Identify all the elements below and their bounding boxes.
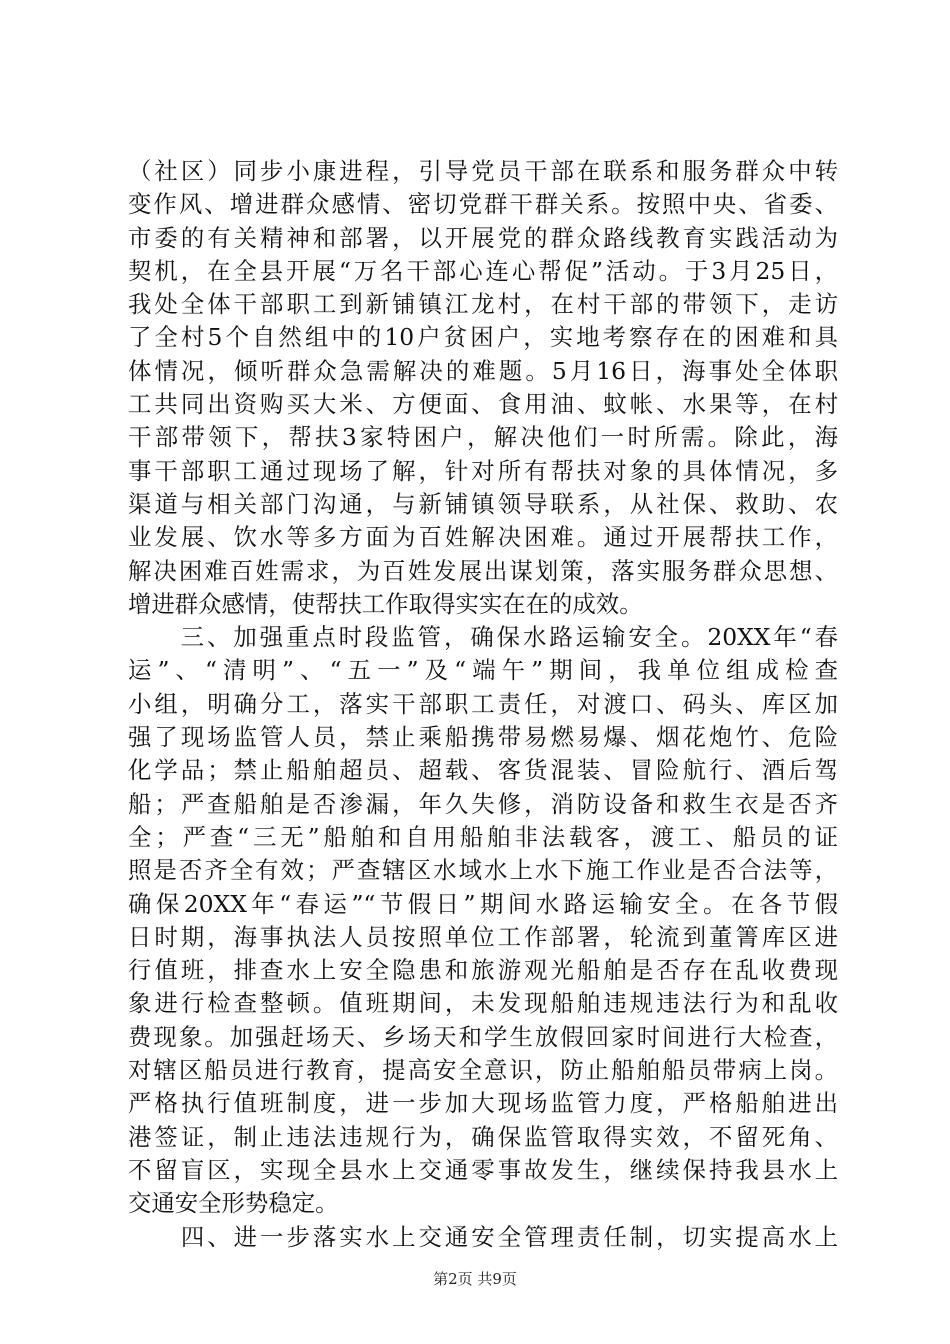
text-line: （社区）同步小康进程，引导党员干部在联系和服务群众中转 bbox=[128, 157, 838, 185]
text-line: 干部带领下，帮扶3家特困户，解决他们一时所需。除此，海 bbox=[128, 423, 838, 452]
text-line: 四、进一步落实水上交通安全管理责任制，切实提高水上 bbox=[128, 1222, 838, 1251]
text-line: 渠道与相关部门沟通，与新铺镇领导联系，从社保、救助、农 bbox=[128, 489, 838, 518]
text-line: 对辖区船员进行教育，提高安全意识，防止船舶船员带病上岗。 bbox=[128, 1056, 838, 1085]
text-line: 事干部职工通过现场了解，针对所有帮扶对象的具体情况，多 bbox=[128, 456, 838, 485]
text-line: 变作风、增进群众感情、密切党群干群关系。按照中央、省委、 bbox=[128, 190, 838, 219]
text-line: 契机，在全县开展“万名干部心连心帮促”活动。于3月25日， bbox=[128, 256, 838, 285]
text-line: 业发展、饮水等多方面为百姓解决困难。通过开展帮扶工作， bbox=[128, 523, 838, 552]
page-footer: 第2页 共9页 bbox=[433, 1270, 517, 1288]
text-line: 化学品；禁止船舶超员、超载、客货混装、冒险航行、酒后驾 bbox=[128, 756, 838, 785]
text-line: 不留盲区，实现全县水上交通零事故发生，继续保持我县水上 bbox=[128, 1155, 838, 1184]
text-line: 体情况，倾听群众急需解决的难题。5月16日，海事处全体职 bbox=[128, 356, 838, 385]
text-line: 解决困难百姓需求，为百姓发展出谋划策，落实服务群众思想、 bbox=[128, 556, 838, 585]
text-line: 象进行检查整顿。值班期间，未发现船舶违规违法行为和乱收 bbox=[128, 989, 838, 1018]
text-line: 我处全体干部职工到新铺镇江龙村，在村干部的带领下，走访 bbox=[128, 290, 838, 319]
text-line: 日时期，海事执法人员按照单位工作部署，轮流到董箐库区进 bbox=[128, 922, 838, 951]
text-line: 严格执行值班制度，进一步加大现场监管力度，严格船舶进出 bbox=[128, 1089, 838, 1118]
text-line: 港签证，制止违法违规行为，确保监管取得实效，不留死角、 bbox=[128, 1122, 838, 1151]
text-line: 三、加强重点时段监管，确保水路运输安全。20XX年“春 bbox=[128, 623, 838, 652]
text-line: 增进群众感情，使帮扶工作取得实实在在的成效。 bbox=[128, 589, 643, 618]
text-line: 确保20XX年“春运”“节假日”期间水路运输安全。在各节假 bbox=[128, 889, 838, 918]
text-line: 工共同出资购买大米、方便面、食用油、蚊帐、水果等，在村 bbox=[128, 390, 838, 419]
text-line: 运”、“清明”、“五一”及“端午”期间，我单位组成检查 bbox=[128, 656, 838, 685]
text-line: 交通安全形势稳定。 bbox=[128, 1189, 339, 1218]
text-line: 照是否齐全有效；严查辖区水域水上水下施工作业是否合法等， bbox=[128, 856, 838, 885]
text-line: 费现象。加强赶场天、乡场天和学生放假回家时间进行大检查， bbox=[128, 1022, 838, 1051]
text-line: 市委的有关精神和部署，以开展党的群众路线教育实践活动为 bbox=[128, 223, 838, 252]
text-line: 全；严查“三无”船舶和自用船舶非法载客，渡工、船员的证 bbox=[128, 822, 838, 851]
text-line: 船；严查船舶是否渗漏，年久失修，消防设备和救生衣是否齐 bbox=[128, 789, 838, 818]
text-line: 了全村5个自然组中的10户贫困户，实地考察存在的困难和具 bbox=[128, 323, 838, 352]
text-line: 行值班，排查水上安全隐患和旅游观光船舶是否存在乱收费现 bbox=[128, 956, 838, 985]
body-text bbox=[128, 155, 838, 1254]
text-line: 小组，明确分工，落实干部职工责任，对渡口、码头、库区加 bbox=[128, 689, 838, 718]
text-line: 强了现场监管人员，禁止乘船携带易燃易爆、烟花炮竹、危险 bbox=[128, 723, 838, 752]
